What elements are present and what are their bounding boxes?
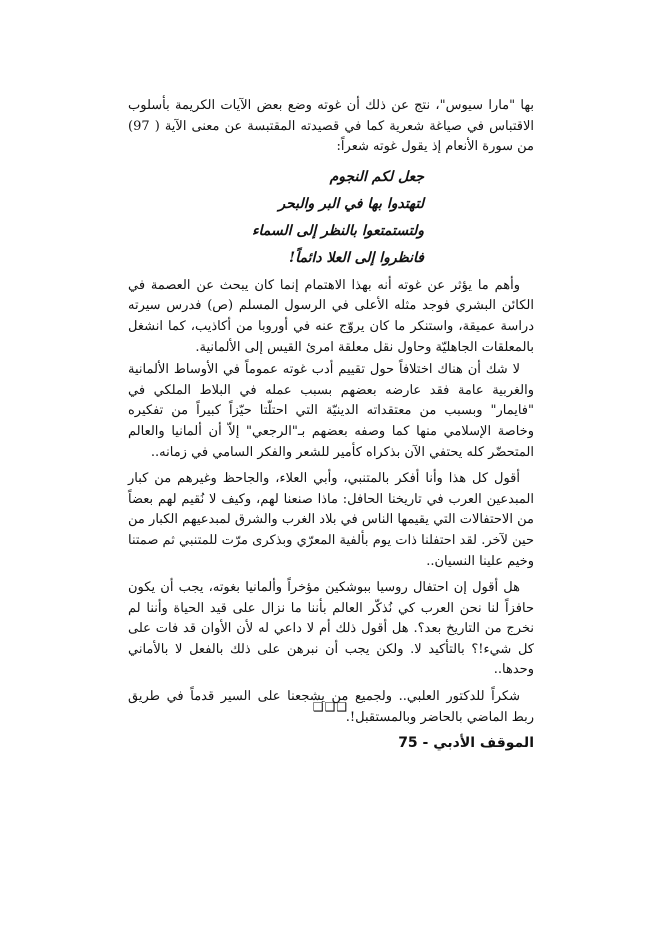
poem-verse-3: ولتستمتعوا بالنظر إلى السماء bbox=[251, 222, 424, 239]
paragraph-4: أقول كل هذا وأنا أفكر بالمتنبي، وأبي العلاء، والجاحظ وغيرهم من كبار المبدعين العرب في تاريخنا الحافل: ماذا صنعنا لهم، وكيف لا نُقيم لهم بعضاً من الاحتفالات التي يقيمها الناس في بلاد الغرب والشرق لمبدعيهم الكبار من حين لآخر. لقد احتفلنا ذات يوم بألفية المعرّي وبذكرى مرّت للمتنبي ثم صمتنا وخيم علينا النسيان.. bbox=[128, 471, 534, 569]
paragraph-6: شكراً للدكتور العلبي.. ولجميع من يشجعنا على السير قدماً في طريق ربط الماضي بالحاضر وبالمستقبل!. bbox=[128, 689, 534, 725]
paragraph-1: بها "مارا سيوس"، نتج عن ذلك أن غوته وضع بعض الآيات الكريمة بأسلوب الاقتباس في صياغة شعرية كما في قصيدته المقتبسة عن معنى الآية ( 97) من سورة الأنعام إذ يقول غوته شعراً: bbox=[128, 98, 534, 155]
paragraph-5: هل أقول إن احتفال روسيا ببوشكين مؤخراً وألمانيا بغوته، يجب أن يكون حافزاً لنا نحن العرب كي نُذكّر العالم بأننا ما نزال على قيد الحياة وأننا لم نخرج من التاريخ بعد؟. هل أقول ذلك أم لا داعي له لأن الأوان قد فات على كل شيء!؟ بالتأكيد لا. ولكن يجب أن نبرهن على ذلك بالفعل لا بالأماني وحدها.. bbox=[128, 580, 534, 678]
poem-verses bbox=[128, 164, 534, 272]
paragraph-2: وأهم ما يؤثر عن غوته أنه بهذا الاهتمام إنما كان يبحث عن العصمة في الكائن البشري فوجد مثله الأعلى في الرسول المسلم (ص) فدرس سيرته دراسة عميقة، واستنكر ما كان يروّج عنه في أوروبا من أكاذيب، كما انشغل بالمعلقات الجاهليّة وحاول نقل معلقة امرئ القيس إلى الألمانية. bbox=[128, 277, 534, 355]
poem-verse-2: لتهتدوا بها في البر والبحر bbox=[278, 195, 424, 212]
paragraph-3: لا شك أن هناك اختلافاً حول تقييم أدب غوته عموماً في الأوساط الألمانية والغربية عامة فقد عارضه بعضهم بسبب عمله في البلاط الملكي في "فايمار" وبسبب من معتقداته الدينيّة التي احتلّتا حيّزاً كبيراً من تفكيره وخاصة الإسلامي منها كما وصفه بعضهم بـ"الرجعي" إلاّ أن ألمانيا والعالم المتحضّر كله يحتفي الآن بذكراه كأمير للشعر والفكر السامي في زمانه.. bbox=[128, 362, 534, 460]
section-separator: ❑❑❑ bbox=[312, 700, 349, 714]
article-body bbox=[128, 96, 534, 734]
page-footer: الموقف الأدبي - 75 bbox=[398, 735, 534, 751]
poem-verse-1: جعل لكم النجوم bbox=[329, 168, 424, 185]
poem-verse-4: فانظروا إلى العلا دائماً! bbox=[289, 249, 424, 266]
